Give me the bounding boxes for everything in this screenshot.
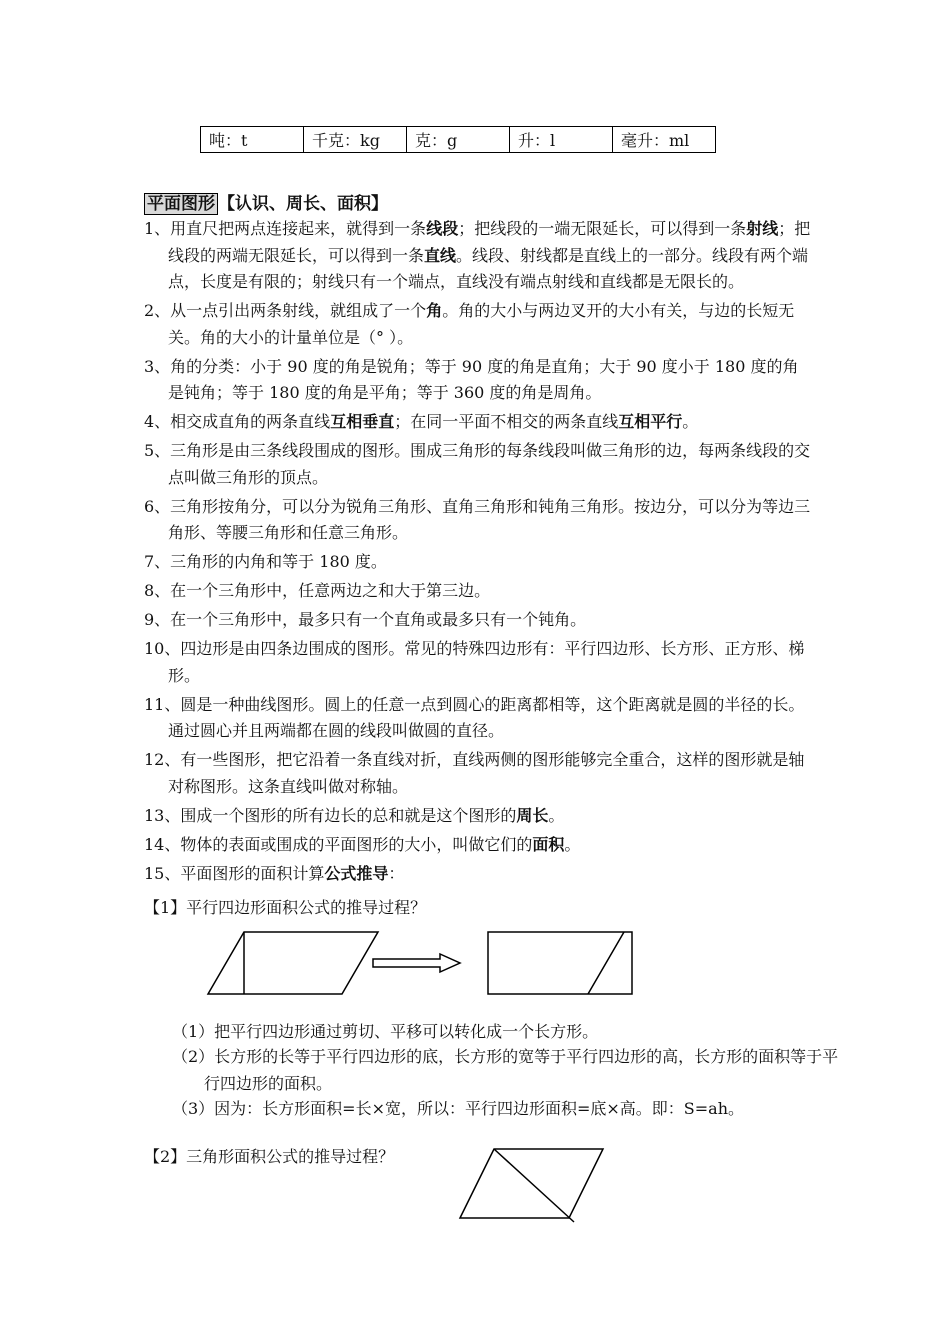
part2-title: 【2】三角形面积公式的推导过程？ bbox=[144, 1147, 395, 1166]
table-cell-ton: 吨：t bbox=[201, 127, 304, 153]
list-item: 15、平面图形的面积计算公式推导： bbox=[144, 863, 405, 883]
part1-title: 【1】平行四边形面积公式的推导过程？ bbox=[144, 898, 427, 917]
section-title-boxed: 平面图形 bbox=[144, 193, 218, 215]
section-title-rest: 【认识、周长、面积】 bbox=[218, 194, 388, 214]
list-item: 7、三角形的内角和等于 180 度。 bbox=[144, 552, 387, 571]
table-cell-gram: 克：g bbox=[407, 127, 510, 153]
part1-step-2: （2）长方形的长等于平行四边形的底，长方形的宽等于平行四边形的高，长方形的面积等于平行四边形的面积。 bbox=[172, 1047, 839, 1093]
table-cell-liter: 升：l bbox=[510, 127, 613, 153]
list-item: 8、在一个三角形中，任意两边之和大于第三边。 bbox=[144, 581, 491, 600]
list-item: 3、角的分类：小于 90 度的角是锐角；等于 90 度的角是直角；大于 90 度小于 180 度的角是钝角；等于 180 度的角是平角；等于 360 度的角是周角。 bbox=[144, 356, 799, 402]
table-cell-milliliter: 毫升：ml bbox=[613, 127, 716, 153]
part1-step-3: （3）因为：长方形面积=长×宽，所以：平行四边形面积=底×高。即：S=ah。 bbox=[172, 1099, 745, 1118]
list-item: 13、围成一个图形的所有边长的总和就是这个图形的周长。 bbox=[144, 805, 565, 825]
list-item: 2、从一点引出两条射线，就组成了一个角。角的大小与两边叉开的大小有关，与边的长短无关。角的大小的计量单位是（° ）。 bbox=[144, 301, 795, 347]
list-item: 10、四边形是由四条边围成的图形。常见的特殊四边形有：平行四边形、长方形、正方形、梯形。 bbox=[144, 639, 805, 685]
table-cell-kilogram: 千克：kg bbox=[304, 127, 407, 153]
list-item: 9、在一个三角形中，最多只有一个直角或最多只有一个钝角。 bbox=[144, 610, 587, 629]
list-item: 1、用直尺把两点连接起来，就得到一条线段；把线段的一端无限延长，可以得到一条射线；把线段的两端无限延长，可以得到一条直线。线段、射线都是直线上的一部分。线段有两个端点，长度是有限的；射线只有一个端点，直线没有端点射线和直线都是无限长的。 bbox=[144, 219, 811, 291]
list-item: 4、相交成直角的两条直线互相垂直；在同一平面不相交的两条直线互相平行。 bbox=[144, 412, 699, 431]
diagonal-line bbox=[494, 1149, 574, 1222]
list-item: 12、有一些图形，把它沿着一条直线对折，直线两侧的图形能够完全重合，这样的图形就是轴对称图形。这条直线叫做对称轴。 bbox=[144, 750, 805, 796]
list-item: 11、圆是一种曲线图形。圆上的任意一点到圆心的距离都相等，这个距离就是圆的半径的长。通过圆心并且两端都在圆的线段叫做圆的直径。 bbox=[144, 694, 805, 740]
list-item: 5、三角形是由三条线段围成的图形。围成三角形的每条线段叫做三角形的边，每两条线段的交点叫做三角形的顶点。 bbox=[144, 441, 811, 487]
list-item: 6、三角形按角分，可以分为锐角三角形、直角三角形和钝角三角形。按边分，可以分为等边三角形、等腰三角形和任意三角形。 bbox=[144, 496, 811, 542]
part1-step-1: （1）把平行四边形通过剪切、平移可以转化成一个长方形。 bbox=[172, 1022, 599, 1041]
list-item: 14、物体的表面或围成的平面图形的大小，叫做它们的面积。 bbox=[144, 834, 581, 854]
